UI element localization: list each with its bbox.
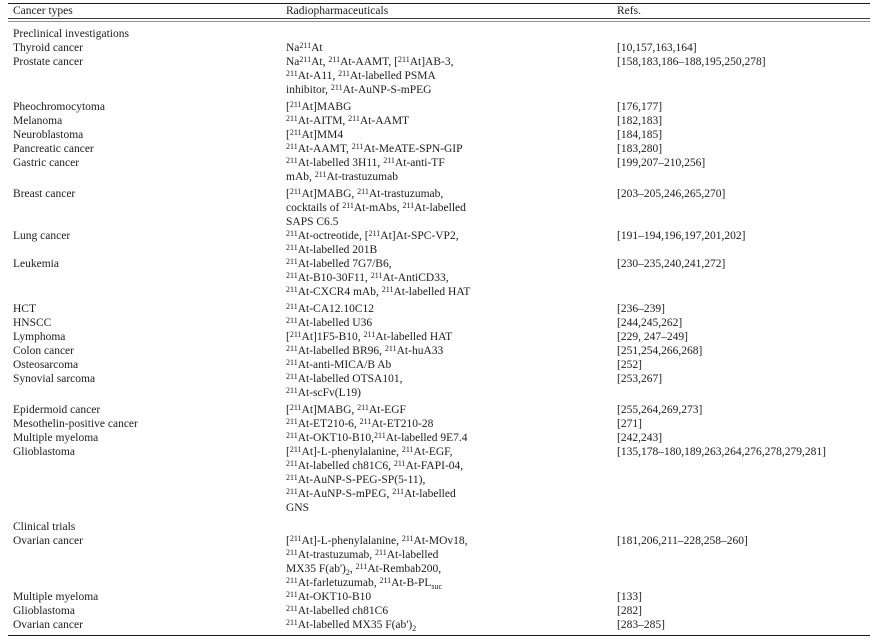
refs-cell: [252]	[617, 359, 642, 372]
table-row	[8, 403, 870, 417]
table-row	[8, 316, 870, 330]
pharma-line: $^{211}$At-labelled 7G7/B6,	[286, 256, 392, 271]
column-header-cancer-types: Cancer types	[13, 5, 73, 17]
radiopharmaceuticals-cell	[286, 229, 617, 257]
radiopharmaceuticals-cell	[286, 604, 617, 618]
cancer-type-cell: Epidermoid cancer	[13, 404, 101, 417]
cancer-type-cell: HCT	[13, 303, 36, 316]
pharma-line: $^{211}$At-CXCR4 mAb, $^{211}$At-labelled HAT	[286, 284, 471, 299]
pharma-line: $^{211}$At-labelled 201B	[286, 242, 378, 257]
refs-cell: [255,264,269,273]	[617, 404, 703, 417]
table-row	[8, 590, 870, 604]
pharma-line: [$^{211}$At]-L-phenylalanine, $^{211}$At-EGF,	[286, 444, 453, 459]
pharma-line: mAb, $^{211}$At-trastuzumab	[286, 169, 398, 184]
refs-cell: [10,157,163,164]	[617, 42, 697, 55]
refs-cell: [282]	[617, 605, 642, 618]
radiopharmaceuticals-cell	[286, 100, 617, 114]
pharma-line: $^{211}$At-AAMT, $^{211}$At-MeATE-SPN-GIP	[286, 141, 463, 156]
radiopharmaceuticals-cell	[286, 403, 617, 417]
pharma-line: $^{211}$At-B10-30F11, $^{211}$At-AntiCD33,	[286, 270, 449, 285]
table-row	[8, 100, 870, 114]
column-header-radiopharmaceuticals: Radiopharmaceuticals	[286, 5, 389, 17]
section-header-row	[8, 27, 870, 41]
refs-cell: [253,267]	[617, 373, 663, 386]
cancer-type-cell: Multiple myeloma	[13, 591, 99, 604]
pharma-line: cocktails of $^{211}$At-mAbs, $^{211}$At-labelled	[286, 200, 466, 215]
cancer-type-cell: Multiple myeloma	[13, 432, 99, 445]
radiopharmaceuticals-cell	[286, 618, 617, 632]
cancer-type-cell: Thyroid cancer	[13, 42, 83, 55]
radiopharmaceuticals-cell	[286, 114, 617, 128]
pharma-line: SAPS C6.5	[286, 216, 339, 229]
refs-cell: [184,185]	[617, 129, 663, 142]
cancer-type-cell: Prostate cancer	[13, 56, 83, 69]
pharma-line: [$^{211}$At]MM4	[286, 127, 344, 142]
cancer-type-cell: Pheochromocytoma	[13, 101, 105, 114]
pharma-line: $^{211}$At-labelled 3H11, $^{211}$At-anti-TF	[286, 155, 445, 170]
table-row	[8, 417, 870, 431]
cancer-type-cell: Synovial sarcoma	[13, 373, 96, 386]
table-row	[8, 142, 870, 156]
pharma-line: Na$^{211}$At	[286, 40, 323, 55]
pharma-line: $^{211}$At-A11, $^{211}$At-labelled PSMA	[286, 68, 436, 83]
pharma-line: $^{211}$At-labelled OTSA101,	[286, 371, 403, 386]
pharma-line: $^{211}$At-labelled MX35 $F(ab')_2$	[286, 617, 417, 633]
table-row	[8, 445, 870, 515]
table-row	[8, 330, 870, 344]
pharma-line: [$^{211}$At]MABG, $^{211}$At-trastuzumab,	[286, 186, 444, 201]
radiopharmaceuticals-cell	[286, 142, 617, 156]
refs-cell: [191–194,196,197,201,202]	[617, 230, 746, 243]
pharma-line: $^{211}$At-labelled U36	[286, 315, 373, 330]
refs-cell: [133]	[617, 591, 642, 604]
radiopharmaceuticals-cell	[286, 431, 617, 445]
table-row	[8, 257, 870, 299]
table-body	[8, 22, 870, 635]
cancer-type-cell: Mesothelin-positive cancer	[13, 418, 138, 431]
pharma-line: $^{211}$At-labelled ch81C6, $^{211}$At-FAPI-04,	[286, 458, 464, 473]
refs-cell: [271]	[617, 418, 642, 431]
radiopharmaceuticals-table	[8, 3, 870, 636]
radiopharmaceuticals-cell	[286, 358, 617, 372]
refs-cell: [230–235,240,241,272]	[617, 258, 726, 271]
pharma-line: $^{211}$At-CA12.10C12	[286, 301, 375, 316]
pharma-line: GNS	[286, 502, 310, 515]
cancer-type-cell: Breast cancer	[13, 188, 76, 201]
pharma-line: Na$^{211}$At, $^{211}$At-AAMT, [$^{211}$At]AB-3,	[286, 54, 454, 69]
refs-cell: [229, 247–249]	[617, 331, 688, 344]
table-row	[8, 156, 870, 184]
cancer-type-cell: Osteosarcoma	[13, 359, 79, 372]
cancer-type-cell: Pancreatic cancer	[13, 143, 94, 156]
table-bottom-rule	[8, 635, 870, 636]
refs-cell: [236–239]	[617, 303, 665, 316]
pharma-line: [$^{211}$At]1F5-B10, $^{211}$At-labelled HAT	[286, 329, 453, 344]
section-title: Preclinical investigations	[13, 28, 129, 41]
pharma-line: $^{211}$At-anti-MICA/B Ab	[286, 357, 392, 372]
table-row	[8, 534, 870, 590]
table-row	[8, 431, 870, 445]
refs-cell: [183,280]	[617, 143, 663, 156]
pharma-line: $^{211}$At-trastuzumab, $^{211}$At-labelled	[286, 547, 439, 562]
radiopharmaceuticals-cell	[286, 330, 617, 344]
pharma-line: [$^{211}$At]MABG, $^{211}$At-EGF	[286, 402, 406, 417]
refs-cell: [135,178–180,189,263,264,276,278,279,281]	[617, 446, 826, 459]
column-header-refs: Refs.	[617, 5, 641, 17]
table-row	[8, 358, 870, 372]
cancer-type-cell: Lung cancer	[13, 230, 71, 243]
table-row	[8, 344, 870, 358]
refs-cell: [182,183]	[617, 115, 663, 128]
cancer-type-cell: Gastric cancer	[13, 157, 80, 170]
radiopharmaceuticals-cell	[286, 187, 617, 229]
radiopharmaceuticals-cell	[286, 590, 617, 604]
table-row	[8, 128, 870, 142]
cancer-type-cell: Melanoma	[13, 115, 63, 128]
refs-cell: [158,183,186–188,195,250,278]	[617, 56, 766, 69]
cancer-type-cell: HNSCC	[13, 317, 52, 330]
pharma-line: $^{211}$At-scFv(L19)	[286, 385, 361, 400]
pharma-line: $^{211}$At-AuNP-S-PEG-SP(5-11),	[286, 472, 426, 487]
refs-cell: [283–285]	[617, 619, 665, 632]
refs-cell: [203–205,246,265,270]	[617, 188, 726, 201]
pharma-line: $^{211}$At-AITM, $^{211}$At-AAMT	[286, 113, 410, 128]
radiopharmaceuticals-cell	[286, 372, 617, 400]
refs-cell: [176,177]	[617, 101, 663, 114]
table-row	[8, 187, 870, 229]
table-row	[8, 302, 870, 316]
pharma-line: $^{211}$At-OKT10-B10	[286, 589, 372, 604]
pharma-line: MX35 $F(ab')_2$, $^{211}$At-Rembab200,	[286, 561, 442, 577]
pharma-line: $^{211}$At-labelled ch81C6	[286, 603, 389, 618]
radiopharmaceuticals-cell	[286, 344, 617, 358]
cancer-type-cell: Colon cancer	[13, 345, 74, 358]
pharma-line: [$^{211}$At]MABG	[286, 99, 352, 114]
section-header-row	[8, 520, 870, 534]
pharma-line: $^{211}$At-labelled BR96, $^{211}$At-huA33	[286, 343, 444, 358]
radiopharmaceuticals-cell	[286, 302, 617, 316]
table-row	[8, 372, 870, 400]
radiopharmaceuticals-cell	[286, 534, 617, 590]
pharma-line: $^{211}$At-AuNP-S-mPEG, $^{211}$At-labelled	[286, 486, 456, 501]
pharma-line: $^{211}$At-farletuzumab, $^{211}At-B-PL_{suc}$	[286, 575, 443, 591]
cancer-type-cell: Glioblastoma	[13, 605, 75, 618]
radiopharmaceuticals-cell	[286, 257, 617, 299]
table-row	[8, 229, 870, 257]
radiopharmaceuticals-cell	[286, 41, 617, 55]
radiopharmaceuticals-cell	[286, 156, 617, 184]
cancer-type-cell: Ovarian cancer	[13, 619, 83, 632]
refs-cell: [244,245,262]	[617, 317, 683, 330]
refs-cell: [251,254,266,268]	[617, 345, 703, 358]
pharma-line: $^{211}$At-octreotide, [$^{211}$At]At-SPC-VP2,	[286, 228, 459, 243]
radiopharmaceuticals-cell	[286, 128, 617, 142]
cancer-type-cell: Ovarian cancer	[13, 535, 83, 548]
table-header-row	[8, 4, 870, 18]
cancer-type-cell: Leukemia	[13, 258, 59, 271]
refs-cell: [199,207–210,256]	[617, 157, 706, 170]
refs-cell: [181,206,211–228,258–260]	[617, 535, 748, 548]
cancer-type-cell: Glioblastoma	[13, 446, 75, 459]
radiopharmaceuticals-cell	[286, 55, 617, 97]
table-row	[8, 114, 870, 128]
section-title: Clinical trials	[13, 521, 76, 534]
table-row	[8, 618, 870, 632]
radiopharmaceuticals-cell	[286, 417, 617, 431]
pharma-line: $^{211}$At-OKT10-B10,$^{211}$At-labelled 9E7.4	[286, 430, 468, 445]
refs-cell: [242,243]	[617, 432, 663, 445]
pharma-line: $^{211}$At-ET210-6, $^{211}$At-ET210-28	[286, 416, 434, 431]
cancer-type-cell: Lymphoma	[13, 331, 66, 344]
cancer-type-cell: Neuroblastoma	[13, 129, 84, 142]
table-row	[8, 55, 870, 97]
table-row	[8, 41, 870, 55]
pharma-line: inhibitor, $^{211}$At-AuNP-S-mPEG	[286, 82, 432, 97]
radiopharmaceuticals-cell	[286, 445, 617, 515]
radiopharmaceuticals-cell	[286, 316, 617, 330]
pharma-line: [$^{211}$At]-L-phenylalanine, $^{211}$At-MOv18,	[286, 533, 468, 548]
table-row	[8, 604, 870, 618]
